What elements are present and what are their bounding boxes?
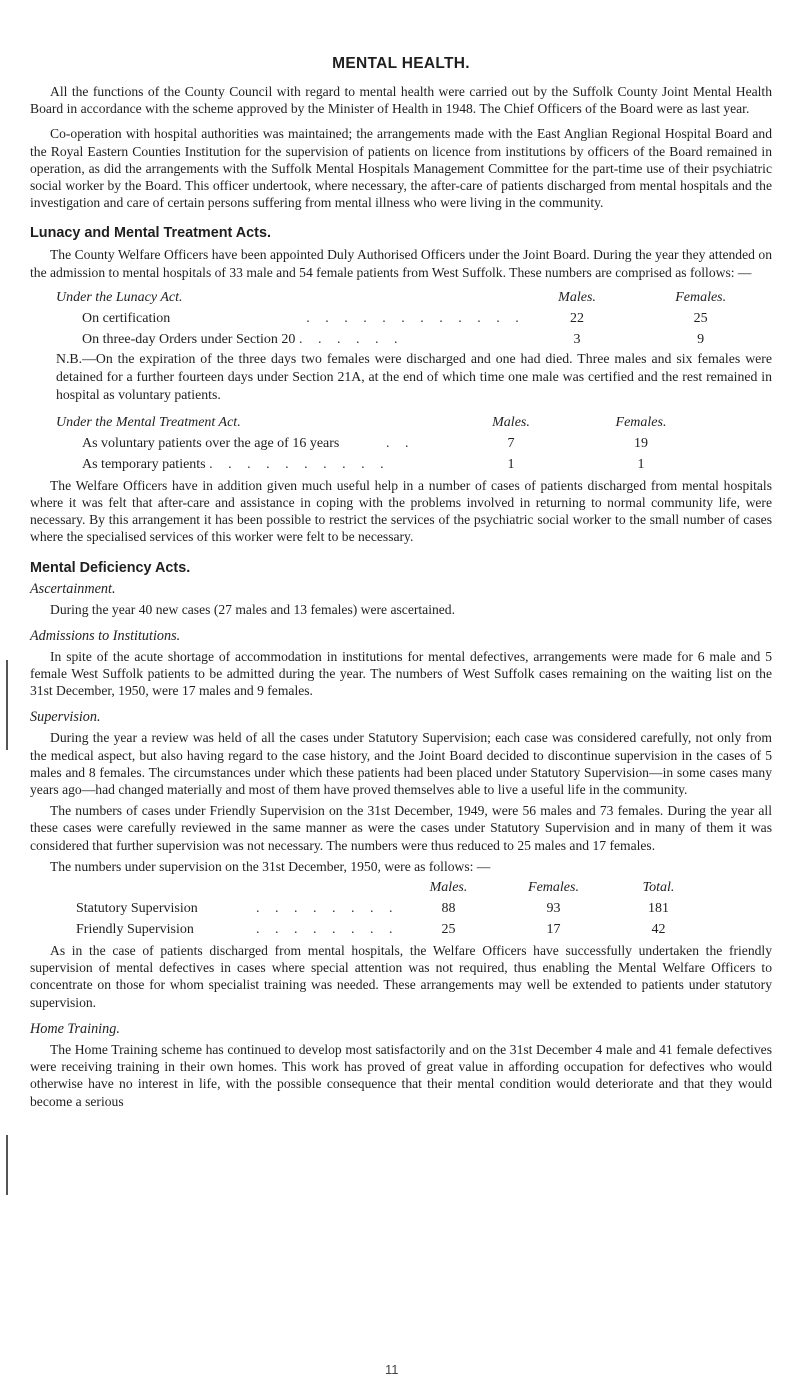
row-label — [56, 452, 456, 473]
row-label: Statutory Supervision — [76, 901, 198, 917]
leader-dots: . . . . . . . . . . . . — [306, 310, 525, 326]
row-label: As voluntary patients over the age of 16 years — [82, 435, 340, 451]
column-header-males: Males. — [492, 414, 530, 430]
margin-mark — [6, 660, 8, 750]
subheading-admissions: Admissions to Institutions. — [30, 627, 181, 644]
column-header-females: Females. — [615, 414, 667, 430]
row-label — [56, 327, 525, 348]
mental-treatment-act-table — [56, 410, 716, 473]
document-page — [30, 55, 772, 1114]
cell-males: 1 — [507, 456, 515, 472]
cell-females: 93 — [546, 901, 561, 917]
lunacy-act-table — [56, 285, 772, 348]
row-label: On certification — [82, 310, 171, 326]
cell-males: 7 — [507, 435, 515, 451]
intro-paragraph: Co-operation with hospital authorities was maintained; the arrangements made with the East Anglian Regional Hospital Board and the Royal Eastern Counties Institution for the supervision of patients on licence from institutions by officers of the Board remained in operation, as did the arrangements with the Suffolk Mental Hospitals Management Committee for the part-time use of their psychiatric social worker by the Board. This officer undertook, where necessary, the after-care of patients discharged from mental hospitals and the investigation and care of certain persons suffering from mental illness who were living in the community. — [30, 126, 772, 211]
table-row — [76, 896, 709, 917]
row-label-text: On three-day Orders under Section 20 — [82, 331, 296, 347]
column-header-males: Males. — [558, 289, 596, 305]
lunacy-paragraph: The County Welfare Officers have been appointed Duly Authorised Officers under the Joint Board. During the year they attended on the admission to mental hospitals of 33 male and 54 female patients from West Suffolk. These numbers are comprised as follows: — — [30, 247, 772, 280]
table-row — [56, 327, 772, 348]
supervision-paragraph: The numbers under supervision on the 31st December, 1950, were as follows: — — [50, 858, 491, 874]
cell-males: 3 — [573, 331, 581, 347]
nb-note — [56, 350, 772, 404]
margin-mark — [6, 1135, 8, 1195]
column-header-females: Females. — [528, 880, 579, 896]
subheading-home-training: Home Training. — [30, 1020, 120, 1037]
supervision-paragraph: As in the case of patients discharged from mental hospitals, the Welfare Officers have successfully undertaken the friendly supervision of mental defectives in cases where special attention was not required, thus enabling the Mental Welfare Officers to concentrate on those for whom specialist training was needed. These arrangements may well be extended to patients under statutory supervision. — [30, 943, 772, 1010]
table-row — [56, 306, 772, 327]
cell-total: 181 — [648, 901, 669, 917]
row-label-text: As temporary patients — [82, 456, 206, 472]
cell-females: 25 — [693, 310, 708, 326]
cell-males: 88 — [441, 901, 456, 917]
home-training-paragraph: The Home Training scheme has continued to develop most satisfactorily and on the 31st December 4 male and 41 female defectives were receiving training in their own homes. This work has proved of great value in affording occupation for defectives who would otherwise have no interest in life, with the possible consequence that their mental condition would deteriorate and that they would become a serious — [30, 1041, 772, 1109]
subheading-supervision: Supervision. — [30, 709, 101, 726]
cell-males: 25 — [441, 922, 456, 938]
supervision-paragraph: During the year a review was held of all the cases under Statutory Supervision; each case was considered carefully, not only from the medical aspect, but also having regard to the case history, and the Joint Board decided to discontinue supervision in the cases of 5 males and 8 females. The circumstances under which these patients had been placed under Statutory Supervision—in some cases many years ago—had changed materially and most of them have proved themselves able to live a useful life in the community. — [30, 730, 772, 798]
section-heading-lunacy: Lunacy and Mental Treatment Acts. — [30, 225, 271, 242]
section-heading-deficiency: Mental Deficiency Acts. — [30, 559, 191, 576]
table-title: Under the Mental Treatment Act. — [56, 414, 241, 430]
nb-text: N.B.—On the expiration of the three days two females were discharged and one had died. Three males and six females were detained for a further fourteen days under Section 21A, at the end of which time one male was certified and the rest remained in hospital as voluntary patients. — [56, 350, 772, 402]
row-label: Friendly Supervision — [76, 922, 194, 938]
lunacy-paragraph: The Welfare Officers have in addition given much useful help in a number of cases of patients discharged from mental hospitals where it was felt that after-care and assistance in coping with the problems involved in returning to normal community life, were necessary. By this arrangement it has been possible to restrict the services of the psychiatric social worker to the small number of cases where the specialised services of this worker were felt to be necessary. — [30, 477, 772, 545]
leader-dots: . . . . . . — [298, 331, 404, 347]
table-title: Under the Lunacy Act. — [56, 289, 183, 305]
subheading-ascertainment: Ascertainment. — [30, 580, 116, 597]
leader-dots: . . . . . . . . — [256, 922, 399, 938]
cell-females: 19 — [634, 435, 648, 451]
table-header-row — [76, 875, 709, 896]
leader-dots: . . . . . . . . . . — [209, 456, 390, 472]
cell-females: 9 — [697, 331, 705, 347]
intro-paragraph: All the functions of the County Council with regard to mental health were carried out by the Suffolk County Joint Mental Health Board in accordance with the scheme approved by the Minister of Health in 1948. The Chief Officers of the Board were as last year. — [30, 84, 772, 117]
leader-dots: . . — [386, 435, 415, 451]
table-row — [56, 452, 716, 473]
supervision-paragraph: The numbers of cases under Friendly Supervision on the 31st December, 1949, were 56 males and 73 females. During the year all these cases were carefully reviewed in the same manner as were the cases under Statutory Supervision and in many of them it was considered that further supervision was not necessary. The numbers were thus reduced to 25 males and 17 females. — [30, 803, 772, 853]
table-row — [76, 917, 709, 938]
admissions-paragraph: In spite of the acute shortage of accommodation in institutions for mental defectives, arrangements were made for 6 male and 5 female West Suffolk patients to be admitted during the year. The numbers of West Suffolk cases remaining on the waiting list on the 31st December, 1950, were 17 males and 9 females. — [30, 648, 772, 699]
table-header-row — [56, 410, 716, 431]
table-row — [56, 431, 716, 452]
page-number: 11 — [385, 1362, 399, 1377]
cell-total: 42 — [651, 922, 666, 938]
leader-dots: . . . . . . . . — [256, 901, 399, 917]
column-header-total: Total. — [642, 880, 675, 896]
table-header-row — [56, 285, 772, 306]
cell-females: 1 — [637, 456, 645, 472]
column-header-females: Females. — [675, 289, 727, 305]
page-title: MENTAL HEALTH. — [332, 55, 470, 72]
column-header-males: Males. — [429, 880, 468, 896]
supervision-table — [76, 875, 709, 938]
cell-females: 17 — [546, 922, 561, 938]
ascertainment-paragraph: During the year 40 new cases (27 males and 13 females) were ascertained. — [50, 601, 455, 617]
cell-males: 22 — [570, 310, 585, 326]
